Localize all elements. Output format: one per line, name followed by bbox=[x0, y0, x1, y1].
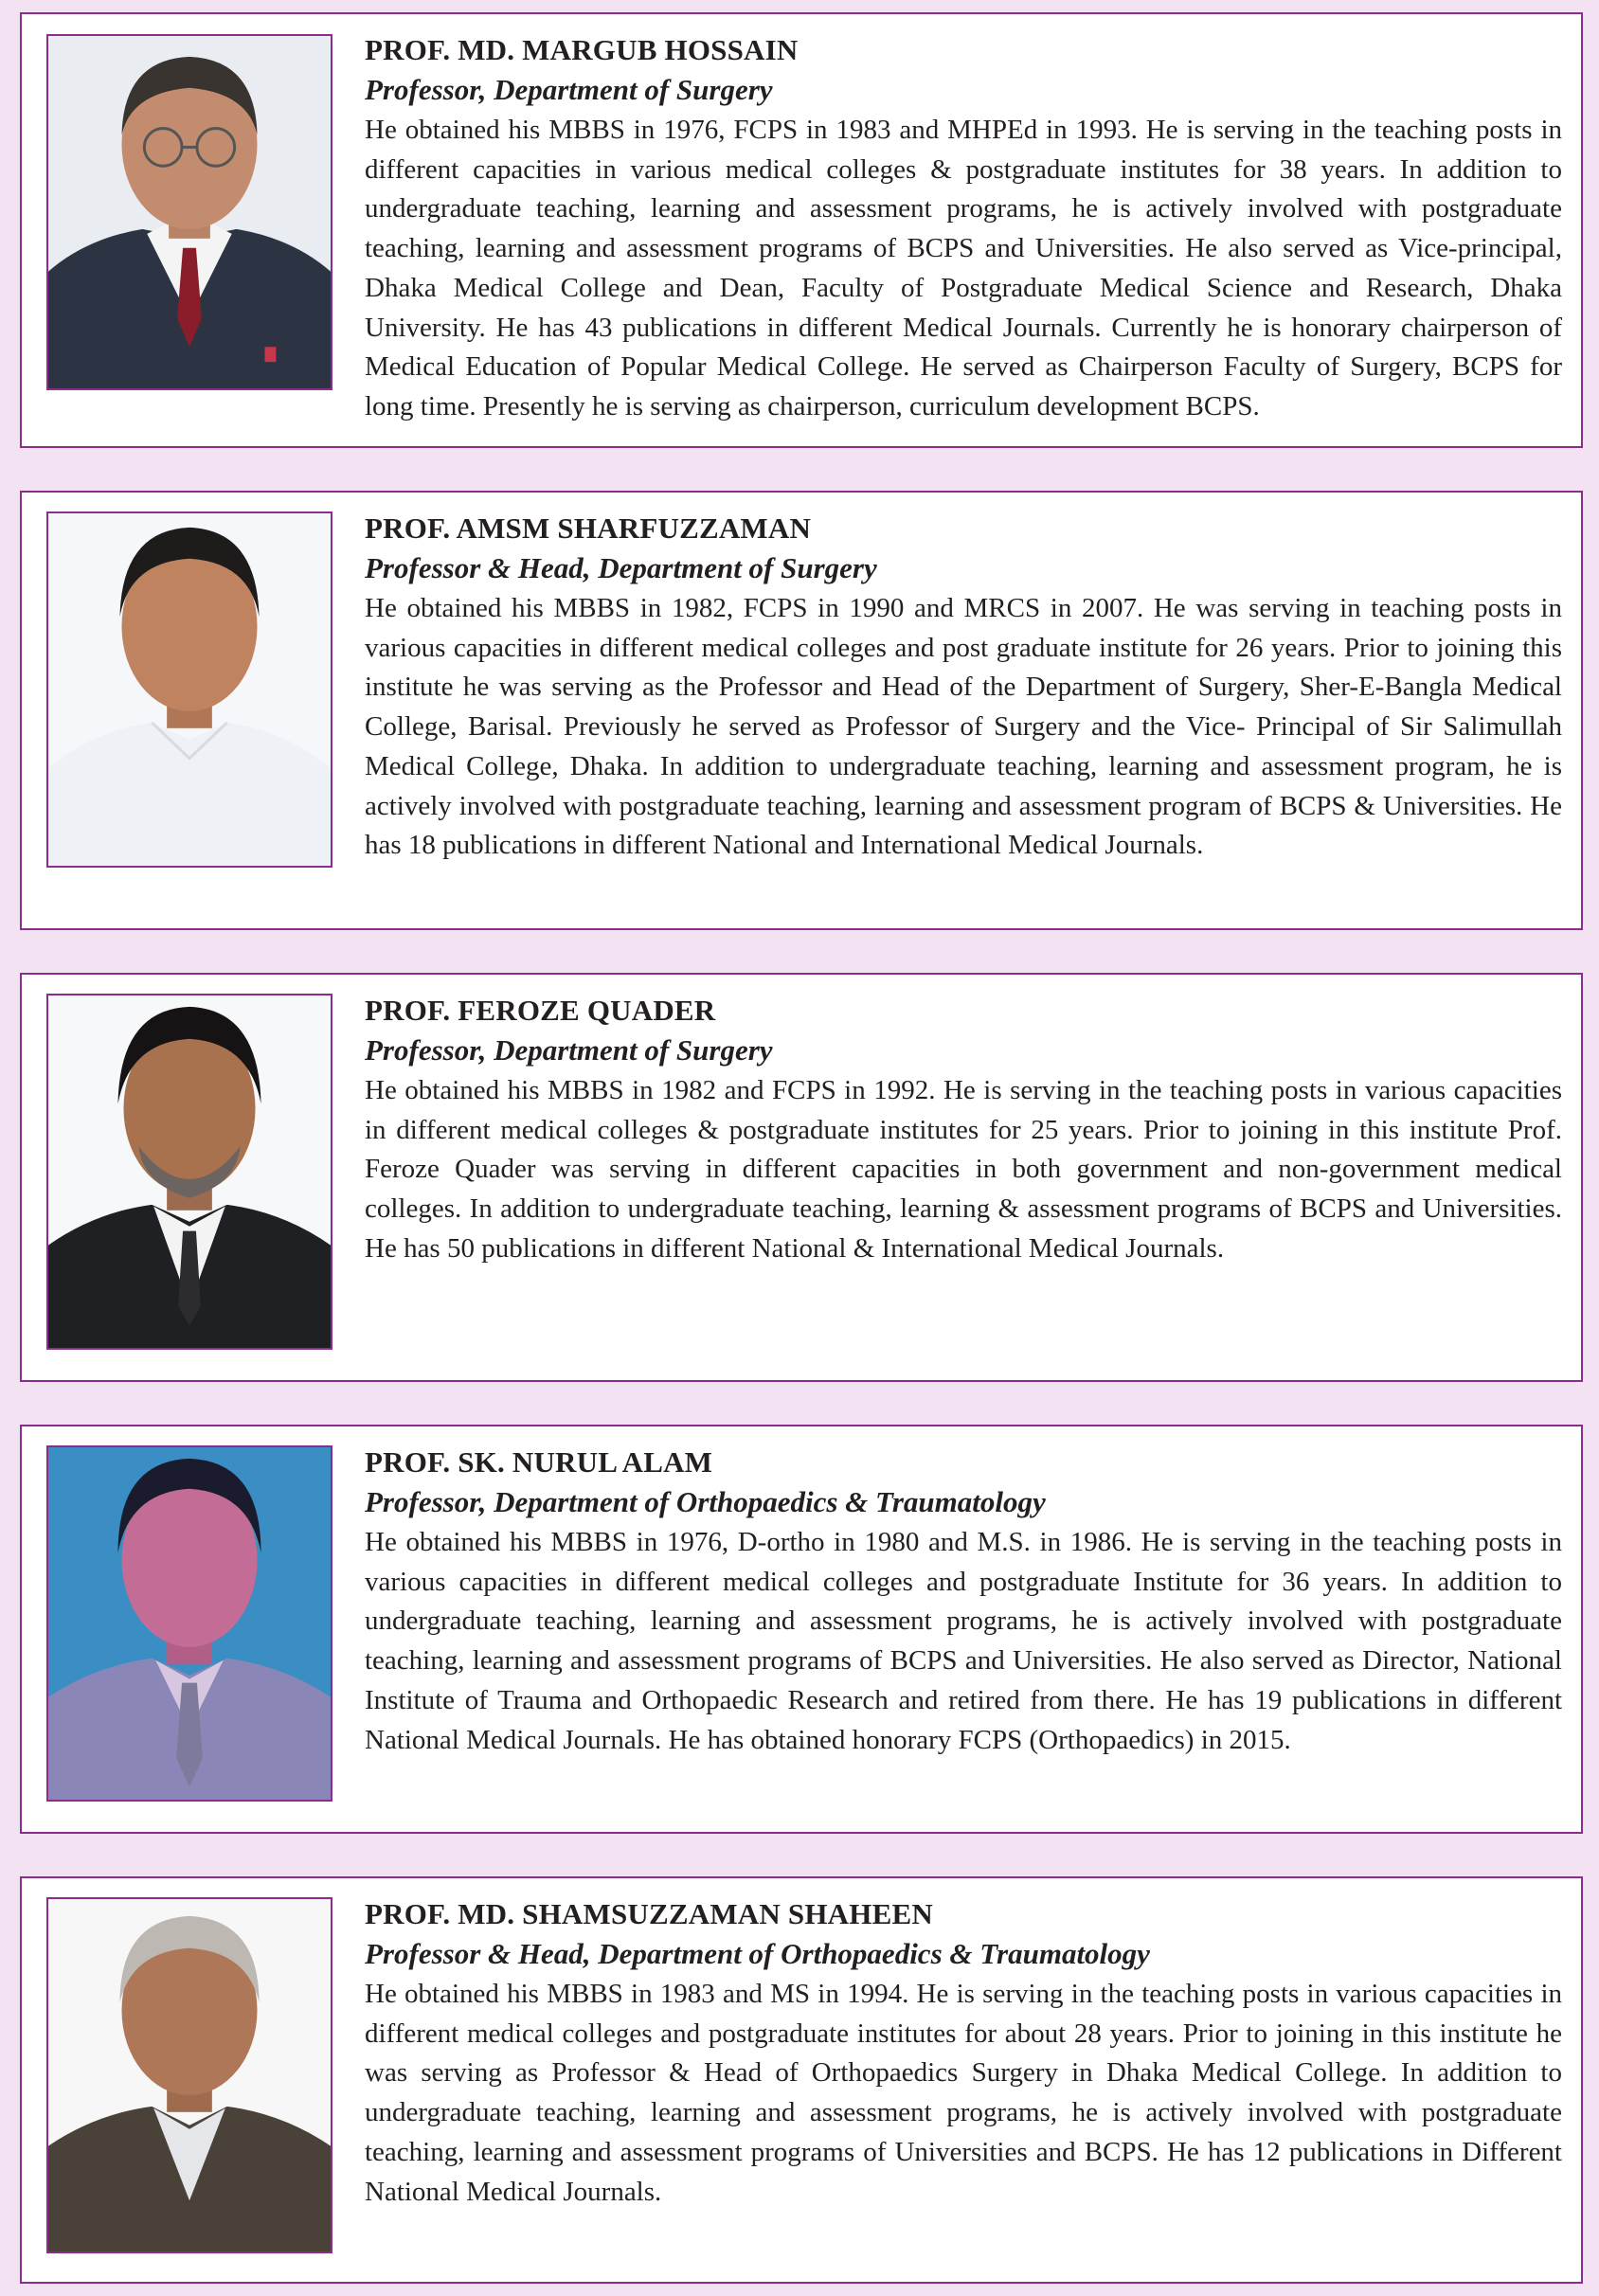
profile-text bbox=[365, 1444, 1562, 1760]
portrait-man-gray-hair-icon bbox=[48, 1899, 331, 2251]
portrait-photo bbox=[46, 1897, 332, 2253]
profile-card-feroze-quader bbox=[20, 973, 1583, 1382]
professor-title: Professor & Head, Department of Surgery bbox=[365, 551, 877, 584]
portrait-photo bbox=[46, 34, 332, 390]
professor-bio: He obtained his MBBS in 1976, D-ortho in 1980 and M.S. in 1986. He is serving in the teaching posts in various capacities in different medical colleges and postgraduate Institute for 36 years. In addition to undergraduate teaching, learning and assessment programs, he is actively involved with postgraduate teaching, learning and assessment programs of BCPS and Universities. He also served as Director, National Institute of Trauma and Orthopaedic Research and retired from there. He has 19 publications in different National Medical Journals. He has obtained honorary FCPS (Orthopaedics) in 2015. bbox=[365, 1527, 1562, 1755]
professor-title: Professor, Department of Surgery bbox=[365, 1033, 773, 1067]
portrait-photo bbox=[46, 1445, 332, 1802]
professor-bio: He obtained his MBBS in 1976, FCPS in 1983 and MHPEd in 1993. He is serving in the teaching posts in different capacities in various medical colleges & postgraduate institutes for 38 years. In addition to undergraduate teaching, learning and assessment programs, he is actively involved with postgraduate teaching, learning and assessment programs of BCPS and Universities. He also served as Vice-principal, Dhaka Medical College and Dean, Faculty of Postgraduate Medical Science and Research, Dhaka University. He has 43 publications in different Medical Journals. Currently he is honorary chairperson of Medical Education of Popular Medical College. He served as Chairperson Faculty of Surgery, BCPS for long time. Presently he is serving as chairperson, curriculum development BCPS. bbox=[365, 115, 1562, 422]
profile-text bbox=[365, 1895, 1562, 2212]
professor-name: PROF. MD. MARGUB HOSSAIN bbox=[365, 33, 799, 66]
professor-name: PROF. AMSM SHARFUZZAMAN bbox=[365, 511, 812, 545]
portrait-photo bbox=[46, 994, 332, 1350]
portrait-man-beard-icon bbox=[48, 996, 331, 1348]
profile-card-sk-nurul-alam bbox=[20, 1425, 1583, 1834]
professor-bio: He obtained his MBBS in 1982, FCPS in 1990 and MRCS in 2007. He was serving in teaching posts in various capacities in different medical colleges and post graduate institute for 26 years. Prior to joining this institute he was serving as the Professor and Head of the Department of Surgery, Sher-E-Bangla Medical College, Barisal. Previously he served as Professor of Surgery and the Vice- Principal of Sir Salimullah Medical College, Dhaka. In addition to undergraduate teaching, learning and assessment program, he is actively involved with postgraduate teaching, learning and assessment program of BCPS & Universities. He has 18 publications in different National and International Medical Journals. bbox=[365, 593, 1562, 861]
portrait-man-white-shirt-icon bbox=[48, 513, 331, 866]
portrait-man-glasses-icon bbox=[48, 36, 331, 388]
professor-title: Professor & Head, Department of Orthopaedics & Traumatology bbox=[365, 1937, 1150, 1970]
profile-text bbox=[365, 31, 1562, 427]
professor-name: PROF. MD. SHAMSUZZAMAN SHAHEEN bbox=[365, 1897, 933, 1930]
professor-name: PROF. SK. NURUL ALAM bbox=[365, 1445, 713, 1479]
portrait-photo bbox=[46, 511, 332, 868]
profile-text bbox=[365, 992, 1562, 1269]
profile-text bbox=[365, 510, 1562, 866]
professor-bio: He obtained his MBBS in 1982 and FCPS in 1992. He is serving in the teaching posts in various capacities in different medical colleges & postgraduate institutes for 25 years. Prior to joining in this institute Prof. Feroze Quader was serving in different capacities in both government and non-government medical colleges. In addition to undergraduate teaching, learning & assessment programs of BCPS and Universities. He has 50 publications in different National & International Medical Journals. bbox=[365, 1075, 1562, 1264]
profile-card-amsm-sharfuzzaman bbox=[20, 491, 1583, 930]
professor-bio: He obtained his MBBS in 1983 and MS in 1994. He is serving in the teaching posts in various capacities in different medical colleges and postgraduate institutes for about 28 years. Prior to joining in this institute he was serving as Professor & Head of Orthopaedics Surgery in Dhaka Medical College. In addition to undergraduate teaching, learning and assessment programs, he is actively involved with postgraduate teaching, learning and assessment programs of Universities and BCPS. He has 12 publications in Different National Medical Journals. bbox=[365, 1979, 1562, 2207]
professor-name: PROF. FEROZE QUADER bbox=[365, 994, 716, 1027]
professor-title: Professor, Department of Orthopaedics & Traumatology bbox=[365, 1485, 1046, 1518]
profile-card-md-shamsuzzaman-shaheen bbox=[20, 1876, 1583, 2284]
portrait-man-blue-background-icon bbox=[48, 1447, 331, 1800]
professor-title: Professor, Department of Surgery bbox=[365, 73, 773, 106]
profile-card-margub-hossain bbox=[20, 12, 1583, 448]
